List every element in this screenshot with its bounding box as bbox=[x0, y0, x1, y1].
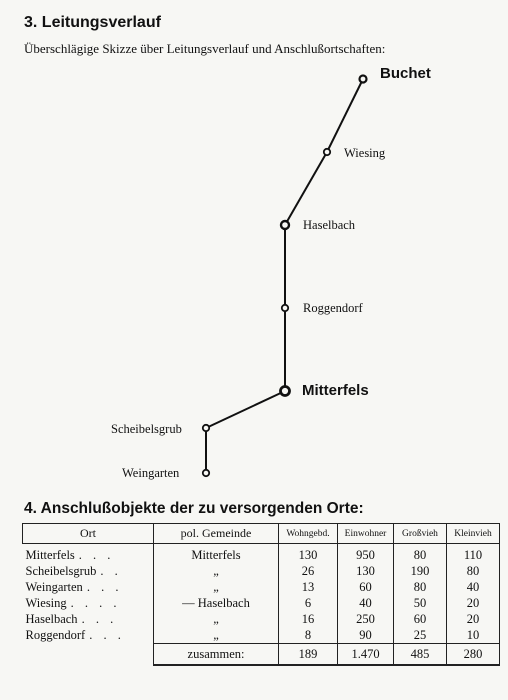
section-4-title: 4. Anschlußobjekte der zu versorgenden Orte: bbox=[24, 500, 364, 517]
label-buchet: Buchet bbox=[380, 65, 431, 82]
total-blank-cell bbox=[23, 644, 154, 666]
table-row bbox=[23, 595, 500, 611]
header-gemeinde: pol. Gemeinde bbox=[154, 524, 279, 544]
section-3-subtitle: Überschlägige Skizze über Leitungsverlauf und Anschlußortschaften: bbox=[24, 41, 386, 56]
cell-wohngebd: 8 bbox=[279, 627, 338, 644]
node-haselbach bbox=[281, 221, 289, 229]
header-wohngebd: Wohngebd. bbox=[279, 524, 338, 544]
cell-ort: Haselbach . . . bbox=[23, 611, 154, 627]
cell-kleinvieh: 80 bbox=[447, 563, 500, 579]
cell-ort: Mitterfels . . . bbox=[23, 544, 154, 564]
total-row bbox=[23, 644, 500, 666]
cell-ort: Scheibelsgrub . . bbox=[23, 563, 154, 579]
cell-wohngebd: 6 bbox=[279, 595, 338, 611]
label-roggendorf: Roggendorf bbox=[303, 301, 363, 315]
cell-ort: Roggendorf . . . bbox=[23, 627, 154, 644]
cell-grossvieh: 50 bbox=[394, 595, 447, 611]
label-weingarten: Weingarten bbox=[122, 466, 180, 480]
total-label: zusammen: bbox=[154, 644, 279, 666]
cell-gemeinde: „ bbox=[154, 563, 279, 579]
cell-kleinvieh: 40 bbox=[447, 579, 500, 595]
cell-grossvieh: 25 bbox=[394, 627, 447, 644]
total-kleinvieh: 280 bbox=[447, 644, 500, 666]
total-grossvieh: 485 bbox=[394, 644, 447, 666]
node-wiesing bbox=[324, 149, 330, 155]
connection-objects-table bbox=[22, 523, 500, 666]
cell-grossvieh: 190 bbox=[394, 563, 447, 579]
label-haselbach: Haselbach bbox=[303, 218, 356, 232]
cell-einwohner: 130 bbox=[338, 563, 394, 579]
table-row bbox=[23, 579, 500, 595]
cell-kleinvieh: 110 bbox=[447, 544, 500, 564]
node-scheibelsgrub bbox=[203, 425, 209, 431]
cell-grossvieh: 60 bbox=[394, 611, 447, 627]
cell-einwohner: 250 bbox=[338, 611, 394, 627]
cell-gemeinde: — Haselbach bbox=[154, 595, 279, 611]
cell-grossvieh: 80 bbox=[394, 579, 447, 595]
node-buchet bbox=[360, 76, 367, 83]
label-wiesing: Wiesing bbox=[344, 146, 386, 160]
table-row bbox=[23, 611, 500, 627]
cell-wohngebd: 13 bbox=[279, 579, 338, 595]
table-header-row bbox=[23, 524, 500, 544]
header-ort: Ort bbox=[23, 524, 154, 544]
label-scheibelsgrub: Scheibelsgrub bbox=[111, 422, 182, 436]
cell-kleinvieh: 20 bbox=[447, 611, 500, 627]
node-roggendorf bbox=[282, 305, 288, 311]
cell-einwohner: 90 bbox=[338, 627, 394, 644]
cell-gemeinde: „ bbox=[154, 627, 279, 644]
cell-einwohner: 950 bbox=[338, 544, 394, 564]
header-grossvieh: Großvieh bbox=[394, 524, 447, 544]
cell-gemeinde: „ bbox=[154, 611, 279, 627]
cell-ort: Weingarten . . . bbox=[23, 579, 154, 595]
table-row bbox=[23, 627, 500, 644]
cell-wohngebd: 130 bbox=[279, 544, 338, 564]
header-kleinvieh: Kleinvieh bbox=[447, 524, 500, 544]
cell-einwohner: 40 bbox=[338, 595, 394, 611]
line-mitterfels-scheibelsgrub bbox=[206, 391, 285, 428]
cell-wohngebd: 16 bbox=[279, 611, 338, 627]
cell-gemeinde: Mitterfels bbox=[154, 544, 279, 564]
cell-grossvieh: 80 bbox=[394, 544, 447, 564]
cell-kleinvieh: 10 bbox=[447, 627, 500, 644]
header-einwohner: Einwohner bbox=[338, 524, 394, 544]
line-wiesing-haselbach bbox=[285, 152, 327, 225]
cell-wohngebd: 26 bbox=[279, 563, 338, 579]
total-einwohner: 1.470 bbox=[338, 644, 394, 666]
cell-gemeinde: „ bbox=[154, 579, 279, 595]
line-buchet-wiesing bbox=[327, 79, 363, 152]
label-mitterfels: Mitterfels bbox=[302, 382, 369, 399]
node-weingarten bbox=[203, 470, 209, 476]
section-3-title: 3. Leitungsverlauf bbox=[24, 14, 161, 31]
total-wohngebd: 189 bbox=[279, 644, 338, 666]
cell-ort: Wiesing . . . . bbox=[23, 595, 154, 611]
cell-kleinvieh: 20 bbox=[447, 595, 500, 611]
node-mitterfels bbox=[281, 387, 290, 396]
table-row bbox=[23, 544, 500, 564]
route-sketch bbox=[0, 60, 508, 485]
table-row bbox=[23, 563, 500, 579]
cell-einwohner: 60 bbox=[338, 579, 394, 595]
